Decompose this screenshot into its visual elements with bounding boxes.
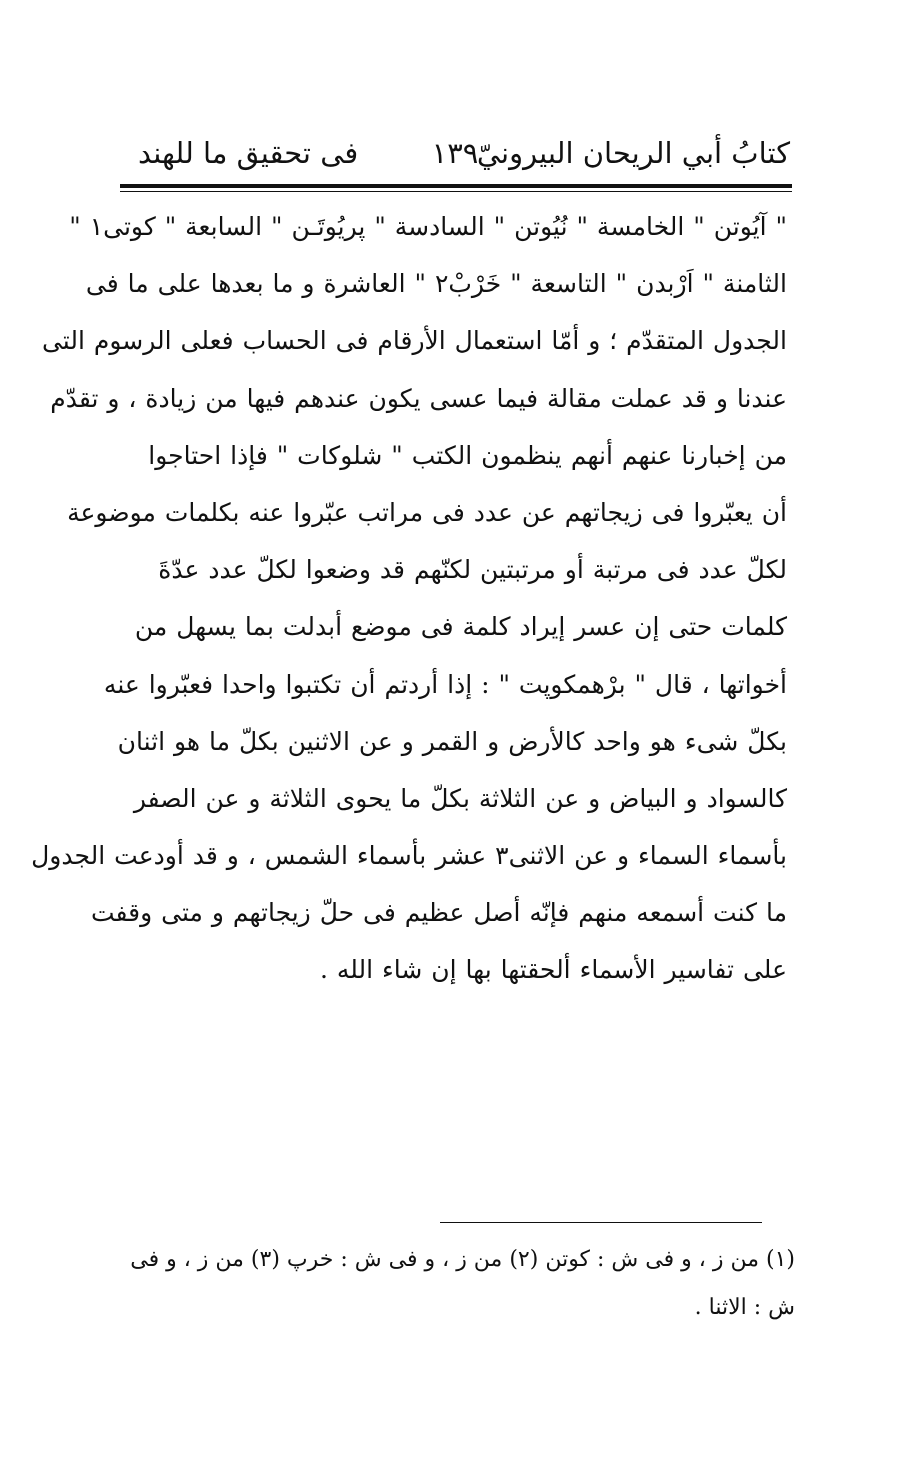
- book-title: كتابُ أبي الريحان البيرونيّ: [476, 136, 790, 170]
- footnote-line: ش : الاثنا .: [694, 1295, 795, 1320]
- body-line: من إخبارنا عنهم أنهم ينظمون الكتب " شلوكات " فإذا احتاجوا: [148, 440, 787, 470]
- header-rule-thick: [120, 184, 792, 188]
- body-line: أن يعبّروا فى زيجاتهم عن عدد فى مراتب عبّروا عنه بكلمات موضوعة: [67, 497, 787, 527]
- body-line: بأسماء السماء و عن الاثنى٣ عشر بأسماء الشمس ، و قد أودعت الجدول: [31, 841, 787, 871]
- running-head: [120, 128, 790, 178]
- footnote-line: (١) من ز ، و فى ش : كوتن (٢) من ز ، و فى ش : خرپ (٣) من ز ، و فى: [130, 1247, 795, 1272]
- body-line: بكلّ شىء هو واحد كالأرض و القمر و عن الاثنين بكلّ ما هو اثنان: [117, 726, 787, 756]
- body-line: الثامنة " اَرْبدن " التاسعة " خَرْبْ٢ " العاشرة و ما بعدها على ما فى: [85, 269, 787, 299]
- footnotes: [130, 1236, 795, 1332]
- footnote-rule: [440, 1222, 762, 1223]
- body-line: كالسواد و البياض و عن الثلاثة بكلّ ما يحوى الثلاثة و عن الصفر: [133, 783, 787, 813]
- body-line: على تفاسير الأسماء ألحقتها بها إن شاء الله .: [319, 955, 787, 985]
- body-line: الجدول المتقدّم ؛ و أمّا استعمال الأرقام فى الحساب فعلى الرسوم التى: [41, 326, 787, 356]
- header-rule-thin: [120, 191, 792, 192]
- body-line: ما كنت أسمعه منهم فإنّه أصل عظيم فى حلّ زيجاتهم و متى وقفت: [90, 898, 787, 928]
- body-line: كلمات حتى إن عسر إيراد كلمة فى موضع أبدلت بما يسهل من: [134, 612, 787, 642]
- body-line: لكلّ عدد فى مرتبة أو مرتبتين لكنّهم قد وضعوا لكلّ عدد عدّةَ: [158, 555, 787, 585]
- page-number: ١٣٩: [431, 136, 479, 170]
- body-line: أخواتها ، قال " برْهمكوپت " : إذا أردتم أن تكتبوا واحدا فعبّروا عنه: [103, 669, 787, 699]
- body-line: " آيُوتن " الخامسة " نُيُوتن " السادسة " پريُوتَـن " السابعة " كوتى١ ": [69, 212, 787, 241]
- body-text: [31, 198, 787, 999]
- body-line: عندنا و قد عملت مقالة فيما عسى يكون عندهم فيها من زيادة ، و تقدّم: [50, 383, 787, 413]
- section-title: فى تحقيق ما للهند: [138, 136, 359, 170]
